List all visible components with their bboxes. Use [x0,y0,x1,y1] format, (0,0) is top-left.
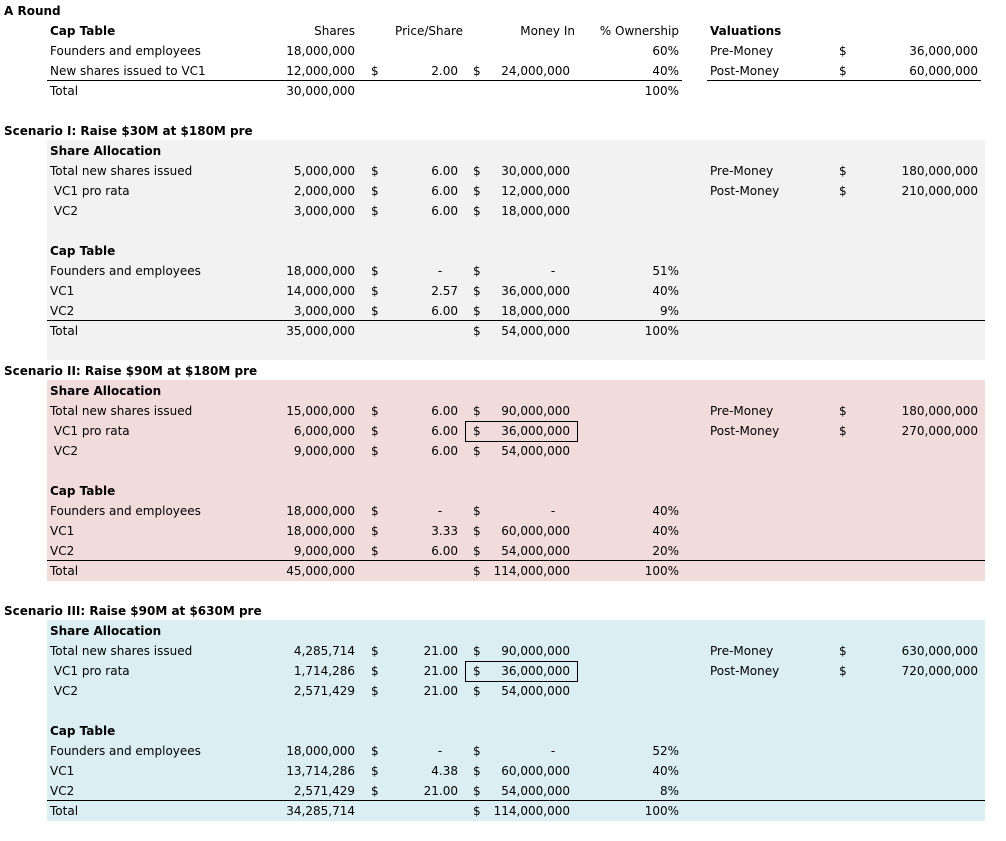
col-header-valuations: Valuations [710,24,782,38]
cap-total-shares: 34,285,714 [286,804,355,818]
valuation-label: Post-Money [710,184,780,198]
cap-row-label: VC2 [50,304,75,318]
allocation-row-price: 21.00 [423,664,458,678]
cap-total-money: 54,000,000 [501,324,570,338]
valuation-value: 180,000,000 [901,164,978,178]
allocation-row-price: 6.00 [431,444,458,458]
allocation-row-shares: 6,000,000 [293,424,355,438]
cap-row-price: - [437,504,443,518]
cap-row-price: 4.38 [431,764,458,778]
allocation-row-money: 90,000,000 [501,404,570,418]
cap-row-price-currency: $ [371,264,379,278]
allocation-row-shares: 5,000,000 [293,164,355,178]
scenario-3-allocation-heading: Share Allocation [50,624,162,638]
valuation-currency: $ [839,184,847,198]
a-round-valuation-rule [707,80,981,81]
a-round-valuation-currency: $ [839,44,847,58]
allocation-row-money-currency: $ [473,184,481,198]
a-round-row-label: Founders and employees [50,44,201,58]
valuation-currency: $ [839,664,847,678]
cap-row-price: - [437,744,443,758]
allocation-row-money-currency: $ [473,164,481,178]
cap-row-price-currency: $ [371,744,379,758]
col-header-ownership: % Ownership [599,24,679,38]
cap-row-shares: 3,000,000 [293,304,355,318]
a-round-valuation-currency: $ [839,64,847,78]
allocation-row-label: Total new shares issued [50,644,193,658]
a-round-row-ownership: 60% [652,44,679,58]
cap-row-label: VC1 [50,284,75,298]
a-round-title: A Round [4,4,61,18]
allocation-row-money-currency: $ [473,404,481,418]
allocation-row-price: 6.00 [431,424,458,438]
cap-row-ownership: 52% [652,744,679,758]
cap-row-price-currency: $ [371,524,379,538]
a-round-cap-table-heading: Cap Table [50,24,116,38]
cap-row-ownership: 9% [659,304,679,318]
cap-total-label: Total [50,804,79,818]
cap-row-money-currency: $ [473,744,481,758]
cap-row-shares: 14,000,000 [286,284,355,298]
allocation-row-money-currency: $ [473,684,481,698]
cap-row-money-currency: $ [473,304,481,318]
allocation-row-money-currency: $ [473,664,481,678]
cap-row-label: Founders and employees [50,744,201,758]
allocation-row-price-currency: $ [371,204,379,218]
valuation-label: Post-Money [710,424,780,438]
cap-row-price-currency: $ [371,284,379,298]
cap-row-ownership: 20% [652,544,679,558]
valuation-value: 180,000,000 [901,404,978,418]
allocation-row-money: 54,000,000 [501,684,570,698]
cap-row-money-currency: $ [473,504,481,518]
cap-row-price: 3.33 [431,524,458,538]
a-round-valuation-label: Post-Money [710,64,780,78]
cap-row-money-currency: $ [473,524,481,538]
valuation-value: 630,000,000 [901,644,978,658]
a-round-total-shares: 30,000,000 [286,84,355,98]
a-round-row-ownership: 40% [652,64,679,78]
cap-row-price-currency: $ [371,304,379,318]
cap-row-ownership: 40% [652,524,679,538]
allocation-row-label: VC2 [50,684,79,698]
allocation-row-money: 36,000,000 [501,424,570,438]
allocation-row-label: VC2 [50,204,79,218]
allocation-row-price-currency: $ [371,684,379,698]
allocation-row-label: VC1 pro rata [50,424,130,438]
valuation-currency: $ [839,424,847,438]
cap-total-money-currency: $ [473,804,481,818]
allocation-row-price-currency: $ [371,644,379,658]
cap-row-price: 21.00 [423,784,458,798]
cap-row-price: 2.57 [431,284,458,298]
cap-row-label: VC1 [50,764,75,778]
cap-row-money-currency: $ [473,264,481,278]
allocation-row-money-currency: $ [473,444,481,458]
allocation-row-shares: 2,571,429 [293,684,355,698]
cap-row-money-currency: $ [473,764,481,778]
cap-total-money: 114,000,000 [493,564,570,578]
allocation-row-price: 6.00 [431,184,458,198]
allocation-row-label: VC1 pro rata [50,664,130,678]
a-round-row-money-currency: $ [473,64,481,78]
allocation-row-price-currency: $ [371,444,379,458]
cap-row-shares: 13,714,286 [286,764,355,778]
allocation-row-shares: 4,285,714 [293,644,355,658]
cap-row-price: 6.00 [431,304,458,318]
a-round-row-price-currency: $ [371,64,379,78]
allocation-row-price: 6.00 [431,164,458,178]
scenario-1-allocation-heading: Share Allocation [50,144,162,158]
cap-row-ownership: 40% [652,504,679,518]
cap-total-money-currency: $ [473,324,481,338]
cap-total-label: Total [50,324,79,338]
allocation-row-money-currency: $ [473,424,481,438]
allocation-row-price-currency: $ [371,404,379,418]
allocation-row-shares: 15,000,000 [286,404,355,418]
allocation-row-label: Total new shares issued [50,404,193,418]
cap-row-label: VC2 [50,544,75,558]
allocation-row-price-currency: $ [371,164,379,178]
valuation-value: 270,000,000 [901,424,978,438]
col-header-price: Price/Share [395,24,463,38]
cap-row-price-currency: $ [371,764,379,778]
cap-row-ownership: 40% [652,284,679,298]
allocation-row-price: 6.00 [431,404,458,418]
a-round-valuation-label: Pre-Money [710,44,774,58]
allocation-row-price-currency: $ [371,424,379,438]
cap-row-price-currency: $ [371,504,379,518]
cap-total-ownership: 100% [644,804,679,818]
cap-row-price: - [437,264,443,278]
allocation-row-money: 30,000,000 [501,164,570,178]
cap-row-shares: 18,000,000 [286,524,355,538]
cap-row-money-currency: $ [473,784,481,798]
valuation-label: Post-Money [710,664,780,678]
cap-row-shares: 2,571,429 [293,784,355,798]
cap-row-ownership: 40% [652,764,679,778]
a-round-total-label: Total [50,84,79,98]
cap-total-shares: 45,000,000 [286,564,355,578]
cap-row-money: - [550,504,556,518]
allocation-row-price: 21.00 [423,684,458,698]
allocation-row-label: Total new shares issued [50,164,193,178]
cap-row-money: 60,000,000 [501,524,570,538]
valuation-currency: $ [839,644,847,658]
scenario-1-title: Scenario I: Raise $30M at $180M pre [4,124,253,138]
a-round-row-label: New shares issued to VC1 [50,64,206,78]
scenario-3-title: Scenario III: Raise $90M at $630M pre [4,604,262,618]
valuation-value: 720,000,000 [901,664,978,678]
cap-row-money: 54,000,000 [501,544,570,558]
a-round-valuation-value: 36,000,000 [909,44,978,58]
cap-total-shares: 35,000,000 [286,324,355,338]
col-header-money: Money In [520,24,575,38]
cap-row-money: - [550,744,556,758]
allocation-row-price: 21.00 [423,644,458,658]
allocation-row-shares: 3,000,000 [293,204,355,218]
cap-row-price: 6.00 [431,544,458,558]
cap-row-money: 18,000,000 [501,304,570,318]
cap-row-money-currency: $ [473,284,481,298]
scenario-2-allocation-heading: Share Allocation [50,384,162,398]
cap-row-shares: 18,000,000 [286,504,355,518]
a-round-row-money: 24,000,000 [501,64,570,78]
allocation-row-money: 36,000,000 [501,664,570,678]
cap-total-money-currency: $ [473,564,481,578]
allocation-row-shares: 9,000,000 [293,444,355,458]
allocation-row-price-currency: $ [371,184,379,198]
scenario-2-title: Scenario II: Raise $90M at $180M pre [4,364,258,378]
scenario-1-cap-table-heading: Cap Table [50,244,116,258]
a-round-total-ownership: 100% [644,84,679,98]
allocation-row-label: VC2 [50,444,79,458]
valuation-currency: $ [839,164,847,178]
valuation-currency: $ [839,404,847,418]
allocation-row-money: 18,000,000 [501,204,570,218]
scenario-3-cap-table-heading: Cap Table [50,724,116,738]
cap-row-price-currency: $ [371,544,379,558]
cap-total-ownership: 100% [644,564,679,578]
allocation-row-money-currency: $ [473,204,481,218]
allocation-row-money-currency: $ [473,644,481,658]
allocation-row-price-currency: $ [371,664,379,678]
cap-row-money-currency: $ [473,544,481,558]
allocation-row-shares: 2,000,000 [293,184,355,198]
cap-row-shares: 18,000,000 [286,264,355,278]
allocation-row-price: 6.00 [431,204,458,218]
cap-row-money: 36,000,000 [501,284,570,298]
cap-total-label: Total [50,564,79,578]
a-round-row-price: 2.00 [431,64,458,78]
allocation-row-label: VC1 pro rata [50,184,130,198]
cap-row-label: VC1 [50,524,75,538]
a-round-row-shares: 12,000,000 [286,64,355,78]
valuation-label: Pre-Money [710,164,774,178]
cap-total-money: 114,000,000 [493,804,570,818]
allocation-row-shares: 1,714,286 [293,664,355,678]
valuation-value: 210,000,000 [901,184,978,198]
cap-row-money: 60,000,000 [501,764,570,778]
cap-row-money: 54,000,000 [501,784,570,798]
valuation-label: Pre-Money [710,644,774,658]
a-round-valuation-value: 60,000,000 [909,64,978,78]
cap-row-price-currency: $ [371,784,379,798]
valuation-label: Pre-Money [710,404,774,418]
cap-row-label: Founders and employees [50,504,201,518]
scenario-2-cap-table-heading: Cap Table [50,484,116,498]
allocation-row-money: 54,000,000 [501,444,570,458]
cap-total-ownership: 100% [644,324,679,338]
cap-row-money: - [550,264,556,278]
cap-row-ownership: 51% [652,264,679,278]
cap-row-shares: 18,000,000 [286,744,355,758]
allocation-row-money: 12,000,000 [501,184,570,198]
col-header-shares: Shares [314,24,355,38]
cap-row-shares: 9,000,000 [293,544,355,558]
allocation-row-money: 90,000,000 [501,644,570,658]
cap-row-label: VC2 [50,784,75,798]
a-round-row-shares: 18,000,000 [286,44,355,58]
cap-row-label: Founders and employees [50,264,201,278]
cap-row-ownership: 8% [659,784,679,798]
